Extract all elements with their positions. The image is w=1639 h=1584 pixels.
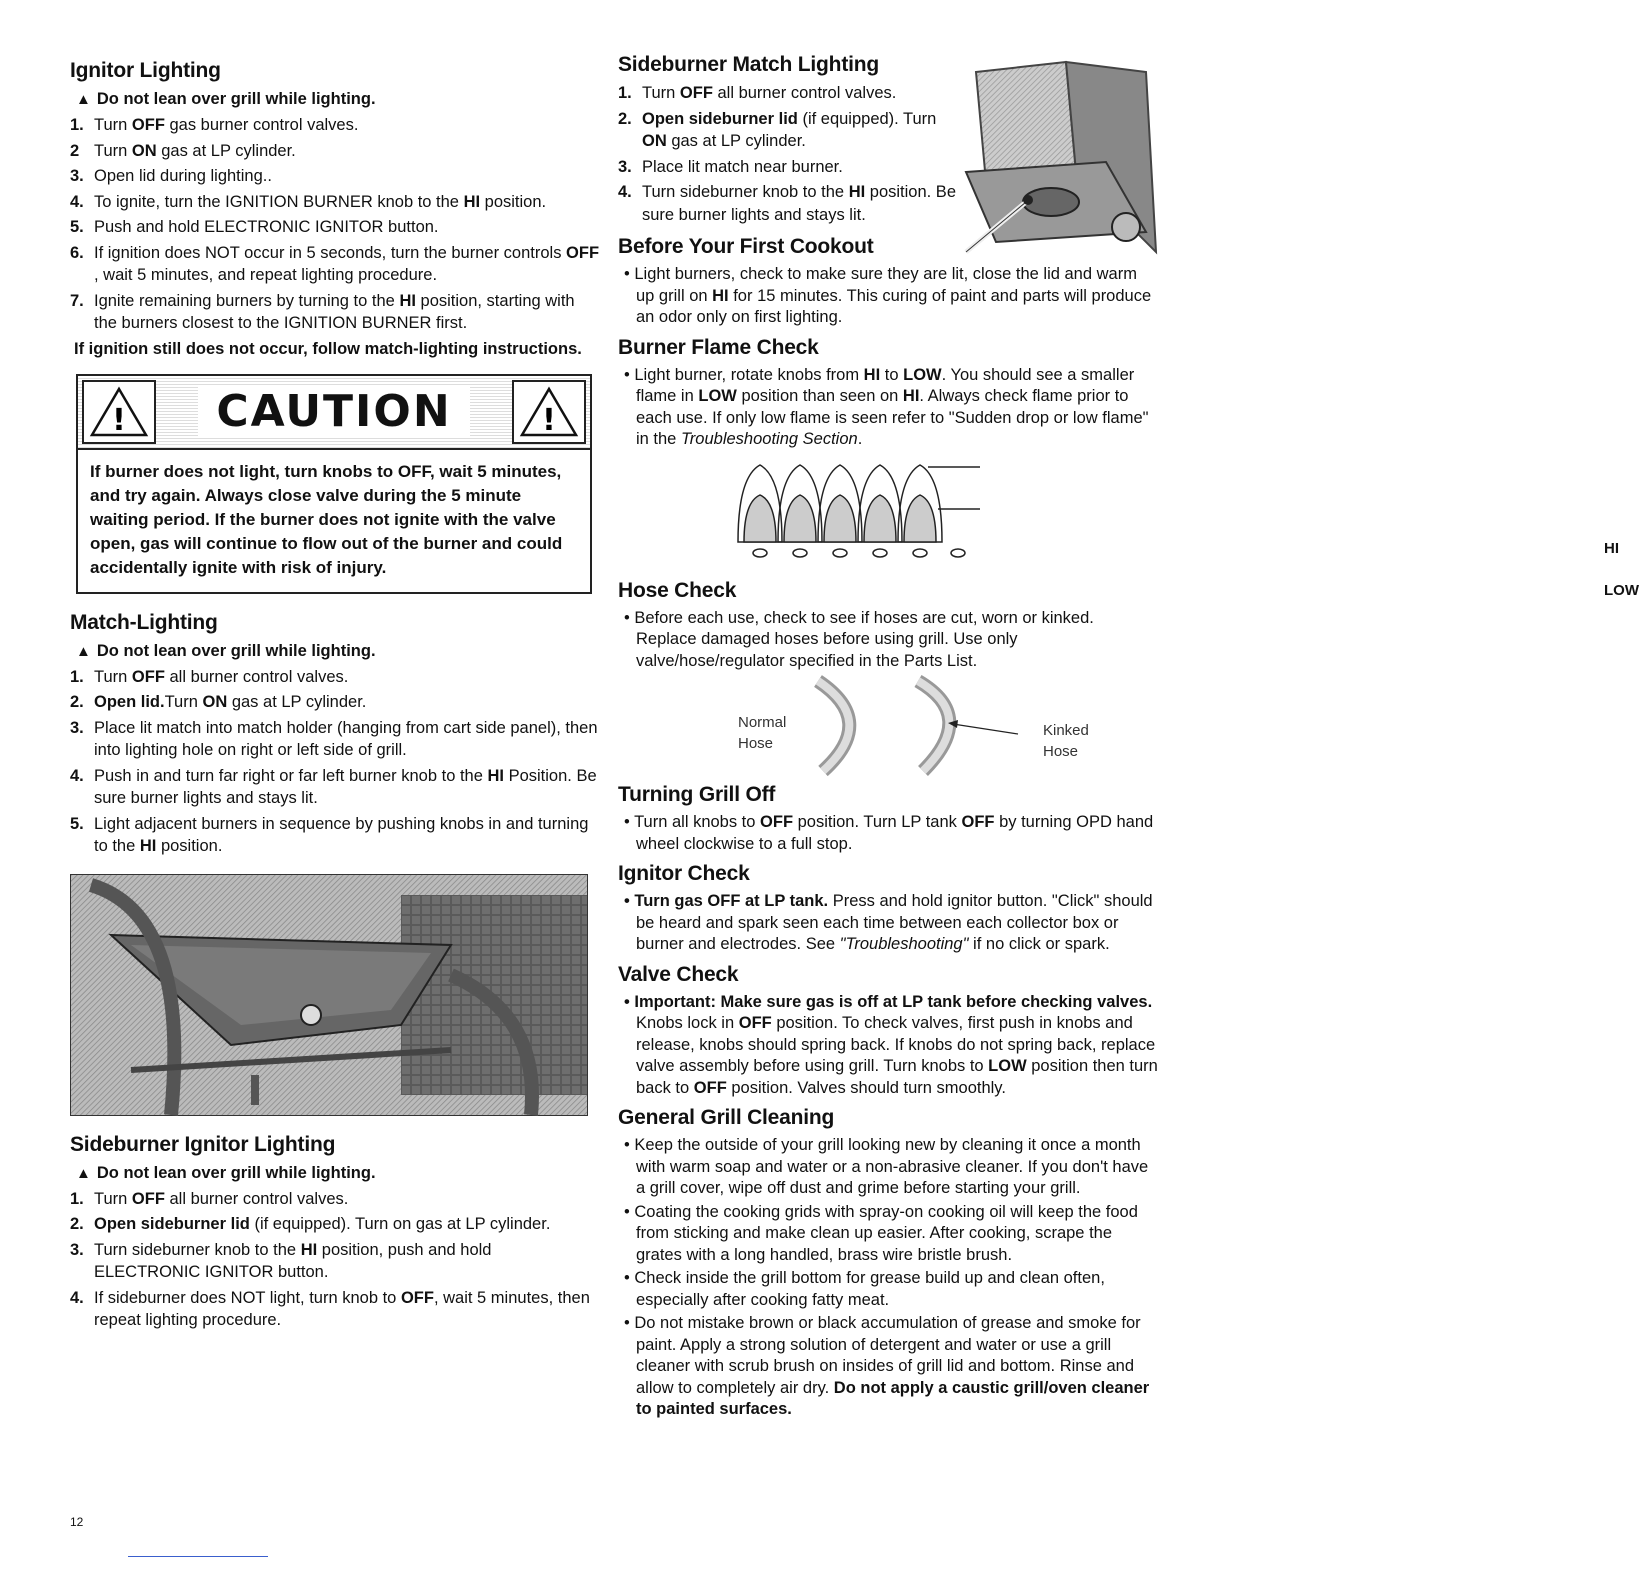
left-column [70,52,600,1335]
list-item: 2. Open lid.Turn ON gas at LP cylinder. [70,693,367,711]
caution-body: If burner does not light, turn knobs to OFF, wait 5 minutes, and try again. Always close valve during the 5 minute waiting period. If the burner does not ignite with the valve open, gas will continue to flow out of the burner and could accidentally ignite with risk of injury. [90,461,563,577]
caution-title: CAUTION [198,386,469,437]
list-item: 4. If sideburner does NOT light, turn knob to OFF, wait 5 minutes, then repeat lighting procedure. [70,1288,590,1329]
list-item: 1. Turn OFF all burner control valves. [70,667,349,686]
flame-label-low: LOW [1604,582,1639,599]
first-cookout-list [618,264,1158,329]
list-item: 5. Light adjacent burners in sequence by pushing knobs in and turning to the HI position. [70,814,589,855]
warning-triangle-icon: ▲ [76,1164,91,1182]
divider [128,1556,268,1557]
ignitor-steps [70,114,600,335]
list-item: 4. Turn sideburner knob to the HI position. Be sure burner lights and stays lit. [618,183,956,224]
normal-hose-label: Hose [738,735,774,752]
sideburner-ignitor-warning: ▲ Do not lean over grill while lighting. [76,1163,376,1182]
list-item: 1. Turn OFF all burner control valves. [618,84,897,102]
sideburner-match-steps [618,82,958,226]
normal-hose-label: Normal [738,714,787,731]
valve-check-title: Valve Check [618,962,739,986]
grill-cleaning-list [618,1135,1158,1421]
list-item: • Keep the outside of your grill looking new by cleaning it once a month with warm soap and water or a non-abrasive cleaner. If you don't have a grill cover, wipe off dust and grime before starting your grill. [624,1136,1149,1197]
ignitor-warning: ▲ Do not lean over grill while lighting. [76,90,376,108]
burner-flame-diagram [728,457,1639,599]
first-cookout-title: Before Your First Cookout [618,235,874,258]
ignitor-check-title: Ignitor Check [618,862,750,885]
flame-label-hi: HI [1604,540,1619,557]
list-item: 2. Open sideburner lid (if equipped). Turn ON gas at LP cylinder. [618,109,937,150]
match-steps [70,666,600,858]
sideburner-ignitor-steps [70,1188,600,1332]
match-lighting-title: Match-Lighting [70,610,218,634]
valve-check-list [618,992,1158,1100]
caution-box [76,374,592,594]
kinked-hose-label: Kinked [1043,722,1089,739]
list-item: 2. Open sideburner lid (if equipped). Turn on gas at LP cylinder. [70,1215,551,1233]
list-item: • Before each use, check to see if hoses are cut, worn or kinked. Replace damaged hoses before using grill. Use only valve/hose/regulator specified in the Parts List. [624,608,1094,670]
list-item: 5. Push and hold ELECTRONIC IGNITOR button. [70,218,439,236]
list-item: 3. Open lid during lighting.. [70,167,272,185]
list-item: 1. Turn OFF gas burner control valves. [70,116,359,134]
list-item: 3. Place lit match near burner. [618,157,843,176]
svg-text:!: ! [542,402,556,438]
sideburner-match-title: Sideburner Match Lighting [618,53,879,76]
grill-off-title: Turning Grill Off [618,783,776,806]
list-item: 4. Push in and turn far right or far left burner knob to the HI Position. Be sure burner lights and stays lit. [70,766,597,807]
ignitor-check-list [618,891,1158,956]
warning-triangle-icon [82,380,156,444]
ignitor-lighting-title: Ignitor Lighting [70,59,221,82]
warning-triangle-icon: ▲ [76,91,91,108]
kinked-hose-label: Hose [1043,743,1079,760]
svg-text:!: ! [112,402,126,438]
list-item: • Turn all knobs to OFF position. Turn LP tank OFF by turning OPD hand wheel clockwise to a full stop. [624,813,1154,853]
hose-check-list [618,608,1158,673]
match-warning: ▲ Do not lean over grill while lighting. [76,641,376,660]
list-item: • Light burners, check to make sure they are lit, close the lid and warm up grill on HI for 15 minutes. This curing of paint and parts will produce an odor only on first lighting. [624,265,1152,326]
grill-off-list [618,812,1158,855]
hose-check-title: Hose Check [618,578,737,602]
warning-triangle-icon [512,380,586,444]
list-item: 1. Turn OFF all burner control valves. [70,1189,349,1208]
grill-cleaning-title: General Grill Cleaning [618,1106,835,1129]
list-item: 3. Place lit match into match holder (hanging from cart side panel), then into lighting hole on right or left side of grill. [70,718,598,759]
hose-diagram [728,676,1158,776]
sideburner-photo [956,52,1156,262]
list-item: • Turn gas OFF at LP tank. Press and hold ignitor button. "Click" should be heard and spark seen each time between each collector box or burner and electrodes. See "Troubleshooting" if no click or spark. [624,892,1153,953]
flame-check-list [618,365,1158,451]
grill-match-holder-photo [70,874,588,1116]
list-item: • Important: Make sure gas is off at LP tank before checking valves. Knobs lock in OFF position. To check valves, first push in knobs and release, knobs should spring back. If knobs do not spring back, replace valve assembly before using grill. Turn knobs to LOW position then turn back to OFF position. Valves should turn smoothly. [624,992,1158,1097]
ignitor-note: If ignition still does not occur, follow match-lighting instructions. [74,339,582,358]
flame-check-title: Burner Flame Check [618,335,819,359]
right-column [618,52,1639,1423]
list-item: 4. To ignite, turn the IGNITION BURNER knob to the HI position. [70,192,547,211]
list-item: 7. Ignite remaining burners by turning to the HI position, starting with the burners closest to the IGNITION BURNER first. [70,291,575,332]
list-item: 6. If ignition does NOT occur in 5 seconds, turn the burner controls OFF , wait 5 minutes, and repeat lighting procedure. [70,243,600,284]
page-number: 12 [70,1515,84,1529]
caution-header [78,376,590,450]
list-item: • Check inside the grill bottom for grease build up and clean often, especially after cooking fatty meat. [624,1269,1105,1309]
list-item: 2 Turn ON gas at LP cylinder. [70,141,296,160]
list-item: • Light burner, rotate knobs from HI to LOW. You should see a smaller flame in LOW position than seen on HI. Always check flame prior to each use. If only low flame is seen refer to "Sudden drop or low flame" in the Troubleshooting Section. [624,365,1149,448]
list-item: • Do not mistake brown or black accumulation of grease and smoke for paint. Apply a strong solution of detergent and water or use a grill cleaner with scrub brush on insides of grill lid and bottom. Rinse and allow to completely air dry. Do not apply a caustic grill/oven cleaner to painted surfaces. [624,1314,1150,1418]
sideburner-ignitor-title: Sideburner Ignitor Lighting [70,1132,336,1156]
warning-triangle-icon: ▲ [76,642,91,660]
list-item: 3. Turn sideburner knob to the HI position, push and hold ELECTRONIC IGNITOR button. [70,1240,492,1281]
list-item: • Coating the cooking grids with spray-on cooking oil will keep the food from sticking and make clean up easier. After cooking, scrape the grates with a long handled, brass wire bristle brush. [624,1202,1138,1264]
